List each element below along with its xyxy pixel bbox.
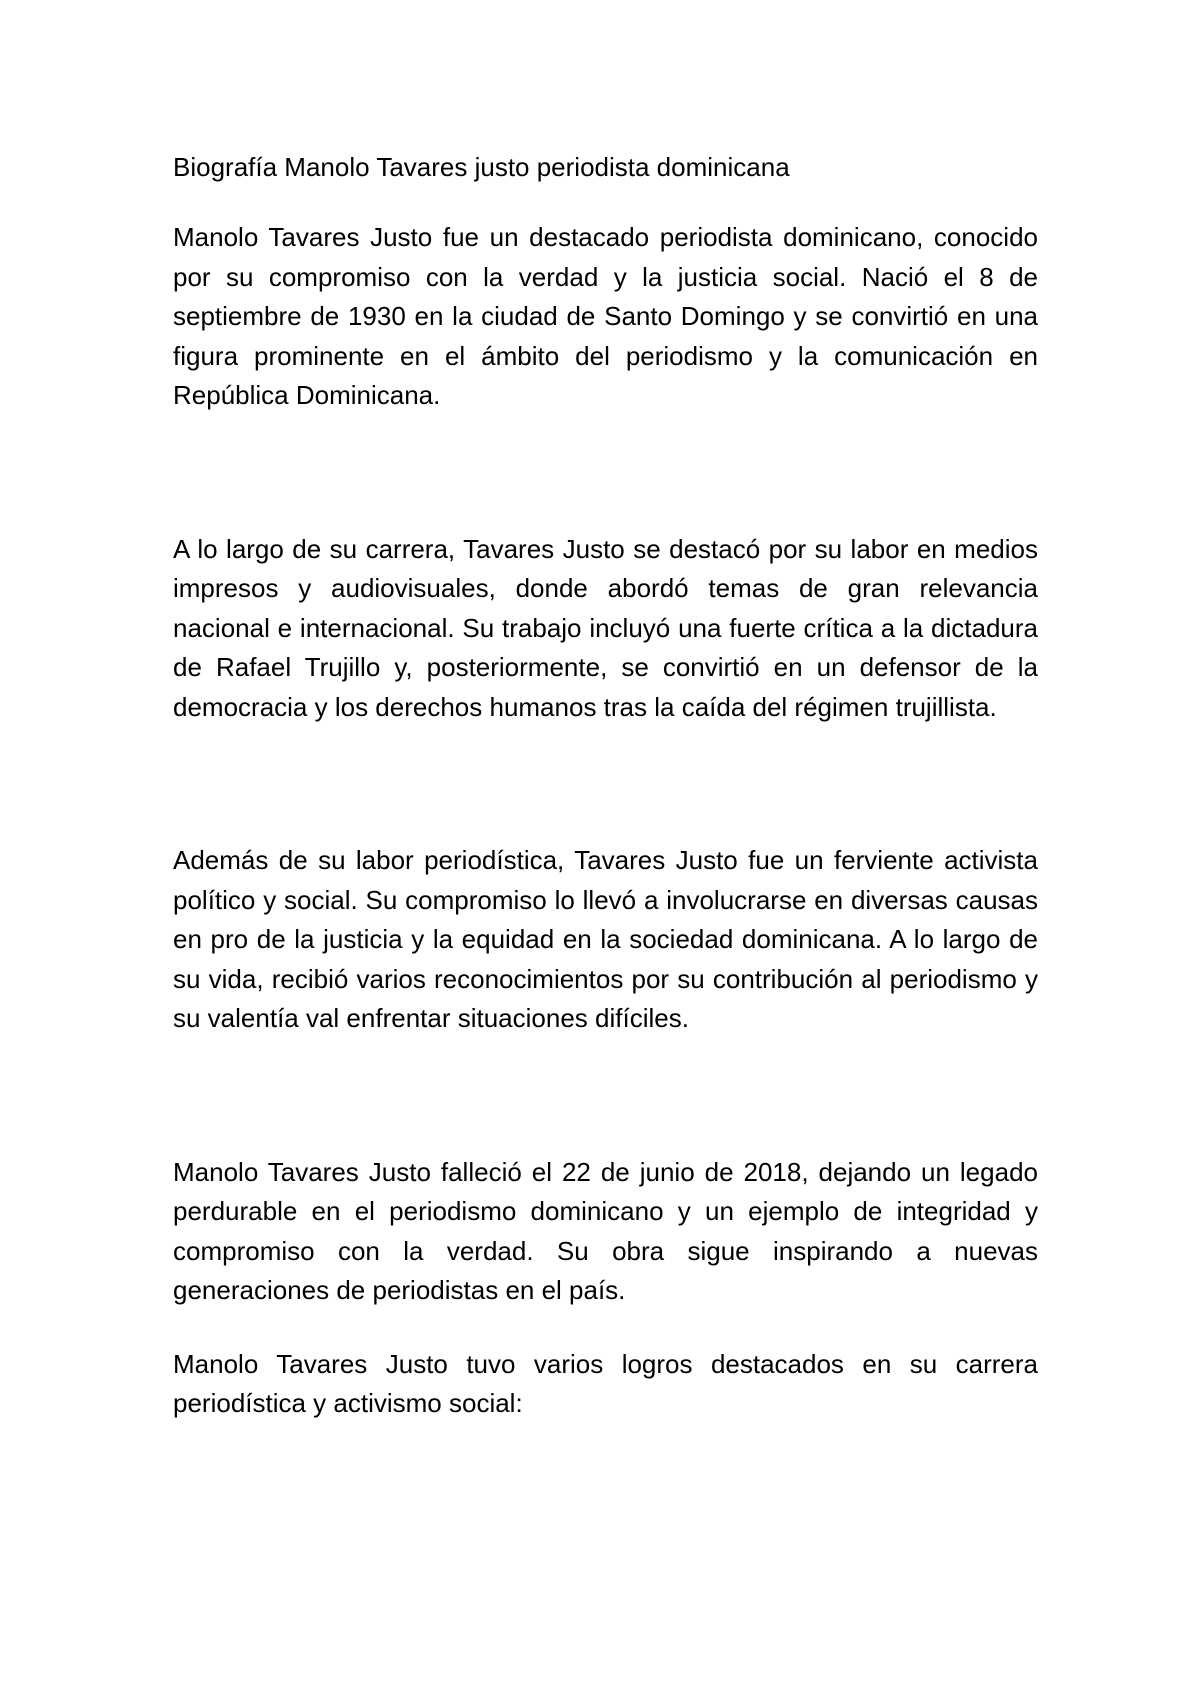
- paragraph-career: A lo largo de su carrera, Tavares Justo se destacó por su labor en medios impresos y audiovisuales, donde abordó temas de gran relevancia nacional e internacional. Su trabajo incluyó una fuerte crítica a la dictadura de Rafael Trujillo y, posteriormente, se convirtió en un defensor de la democracia y los derechos humanos tras la caída del régimen trujillista.: [173, 533, 1038, 722]
- paragraph-achievements-intro: Manolo Tavares Justo tuvo varios logros destacados en su carrera periodística y activismo social:: [173, 1348, 1038, 1418]
- paragraph-activism: Además de su labor periodística, Tavares Justo fue un ferviente activista político y social. Su compromiso lo llevó a involucrarse en diversas causas en pro de la justicia y la equidad en la sociedad dominicana. A lo largo de su vida, recibió varios reconocimientos por su contribución al periodismo y su valentía val enfrentar situaciones difíciles.: [173, 845, 1038, 1033]
- paragraph-intro: Manolo Tavares Justo fue un destacado periodista dominicano, conocido por su compromiso con la verdad y la justicia social. Nació el 8 de septiembre de 1930 en la ciudad de Santo Domingo y se convirtió en una figura prominente en el ámbito del periodismo y la comunicación en República Dominicana.: [173, 222, 1038, 410]
- document-title: Biografía Manolo Tavares justo periodista dominicana: [173, 152, 790, 182]
- paragraph-death-legacy: Manolo Tavares Justo falleció el 22 de junio de 2018, dejando un legado perdurable en el periodismo dominicano y un ejemplo de integridad y compromiso con la verdad. Su obra sigue inspirando a nuevas generaciones de periodistas en el país.: [173, 1156, 1038, 1305]
